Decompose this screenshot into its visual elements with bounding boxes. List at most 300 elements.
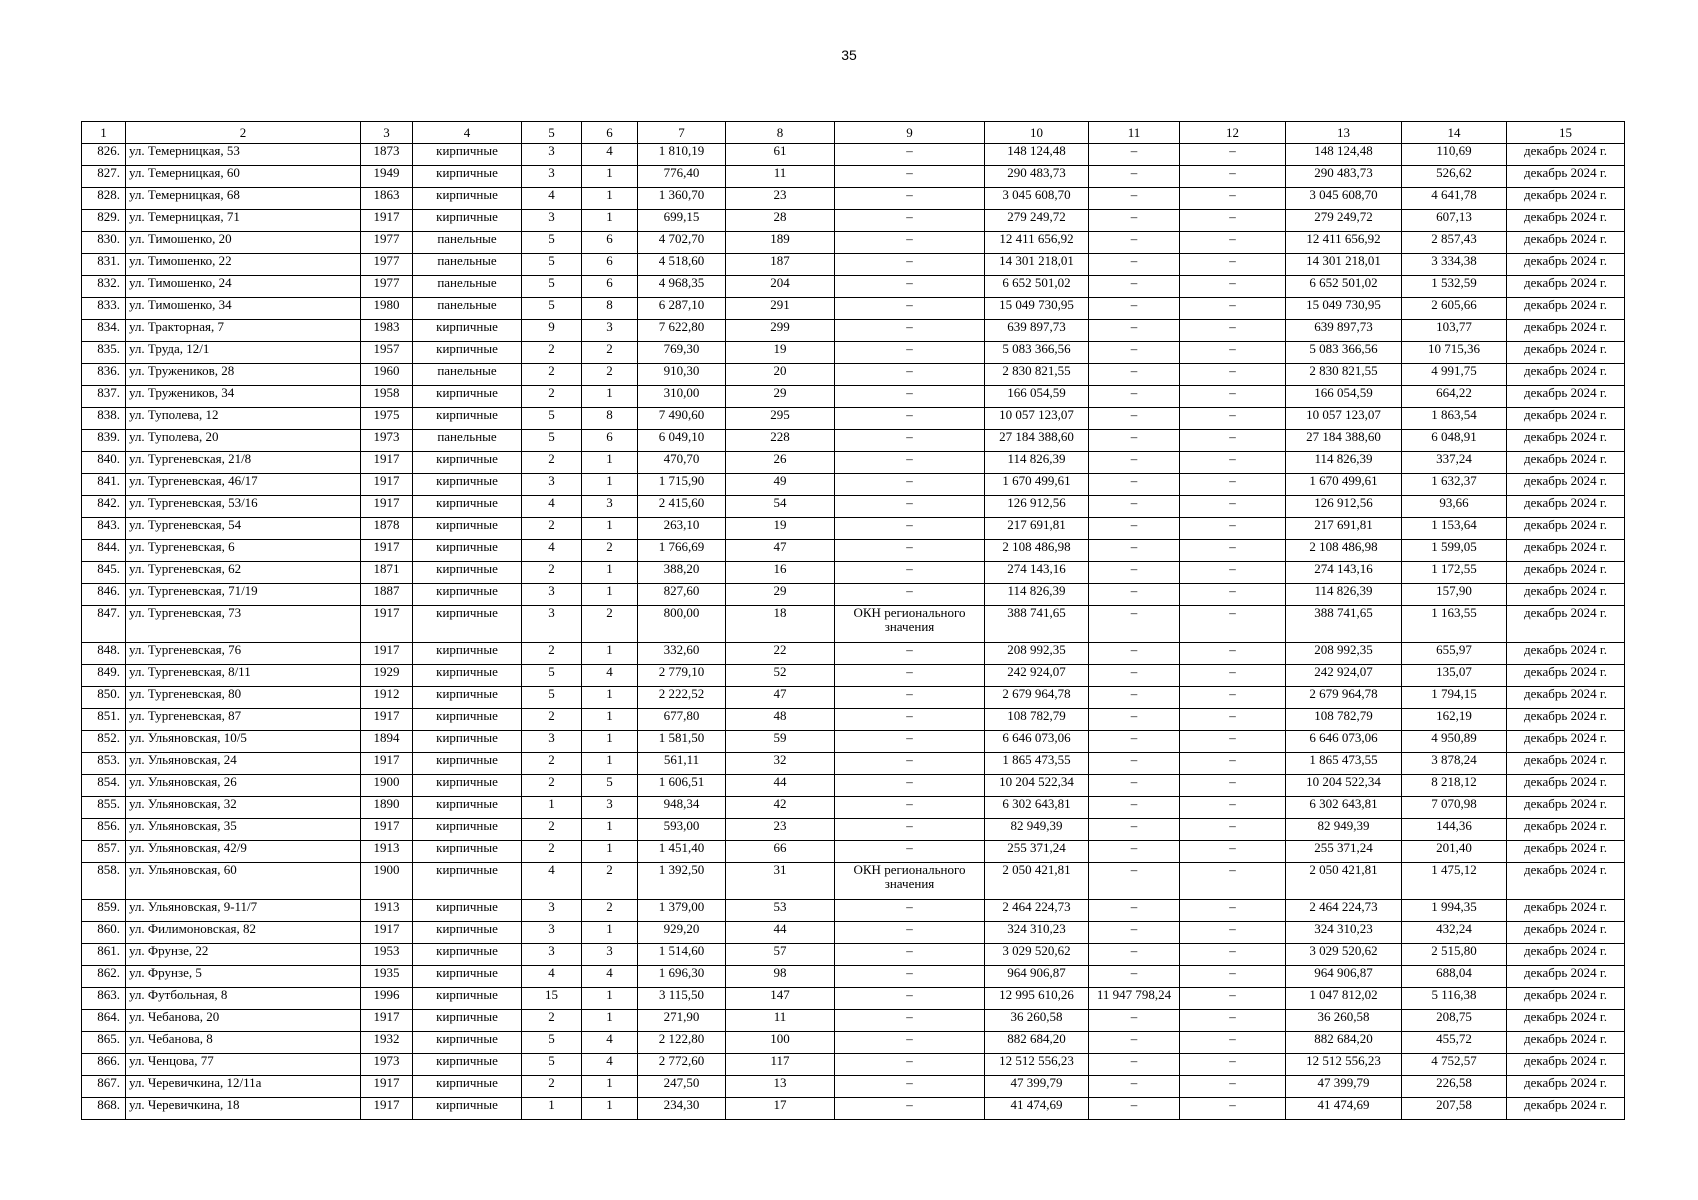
cell-wall-material: кирпичные <box>413 966 522 988</box>
registry-table <box>81 121 1625 1120</box>
cell-floors: 4 <box>522 188 582 210</box>
cell-cost-col-13: 639 897,73 <box>1286 320 1402 342</box>
cell-year: 1900 <box>361 863 413 900</box>
cell-floors: 2 <box>522 841 582 863</box>
cell-cost-total: 47 399,79 <box>985 1076 1089 1098</box>
column-header-8: 8 <box>726 122 835 144</box>
cell-heritage-status: – <box>835 643 985 665</box>
cell-cost-total: 114 826,39 <box>985 584 1089 606</box>
cell-address: ул. Ульяновская, 42/9 <box>126 841 361 863</box>
cell-deadline: декабрь 2024 г. <box>1507 496 1625 518</box>
cell-entrances: 1 <box>582 210 638 232</box>
cell-deadline: декабрь 2024 г. <box>1507 863 1625 900</box>
cell-deadline: декабрь 2024 г. <box>1507 386 1625 408</box>
cell-entrances: 1 <box>582 1010 638 1032</box>
cell-deadline: декабрь 2024 г. <box>1507 298 1625 320</box>
cell-row-number: 863. <box>82 988 126 1010</box>
cell-wall-material: панельные <box>413 430 522 452</box>
cell-year: 1917 <box>361 474 413 496</box>
table-row <box>82 540 1625 562</box>
cell-year: 1953 <box>361 944 413 966</box>
cell-cost-col-13: 274 143,16 <box>1286 562 1402 584</box>
cell-address: ул. Филимоновская, 82 <box>126 922 361 944</box>
cell-row-number: 853. <box>82 753 126 775</box>
cell-cost-per-m2: 1 599,05 <box>1402 540 1507 562</box>
cell-cost-col-12: – <box>1180 687 1286 709</box>
cell-cost-per-m2: 2 605,66 <box>1402 298 1507 320</box>
cell-cost-col-12: – <box>1180 408 1286 430</box>
cell-year: 1929 <box>361 665 413 687</box>
cell-row-number: 868. <box>82 1098 126 1120</box>
cell-cost-col-11: – <box>1089 144 1180 166</box>
cell-entrances: 1 <box>582 1076 638 1098</box>
cell-heritage-status: – <box>835 188 985 210</box>
cell-address: ул. Темерницкая, 68 <box>126 188 361 210</box>
cell-row-number: 852. <box>82 731 126 753</box>
cell-deadline: декабрь 2024 г. <box>1507 709 1625 731</box>
cell-floors: 3 <box>522 474 582 496</box>
cell-cost-per-m2: 337,24 <box>1402 452 1507 474</box>
cell-address: ул. Ульяновская, 60 <box>126 863 361 900</box>
table-row <box>82 966 1625 988</box>
cell-row-number: 851. <box>82 709 126 731</box>
table-row <box>82 1098 1625 1120</box>
cell-heritage-status: – <box>835 922 985 944</box>
cell-area: 1 766,69 <box>638 540 726 562</box>
cell-cost-col-13: 10 204 522,34 <box>1286 775 1402 797</box>
cell-row-number: 831. <box>82 254 126 276</box>
cell-cost-per-m2: 10 715,36 <box>1402 342 1507 364</box>
table-row <box>82 775 1625 797</box>
cell-residents: 23 <box>726 819 835 841</box>
cell-floors: 5 <box>522 276 582 298</box>
cell-floors: 2 <box>522 753 582 775</box>
table-row <box>82 606 1625 643</box>
cell-address: ул. Ульяновская, 10/5 <box>126 731 361 753</box>
cell-deadline: декабрь 2024 г. <box>1507 562 1625 584</box>
cell-deadline: декабрь 2024 г. <box>1507 1010 1625 1032</box>
cell-floors: 2 <box>522 709 582 731</box>
table-row <box>82 988 1625 1010</box>
cell-address: ул. Тружеников, 34 <box>126 386 361 408</box>
cell-address: ул. Туполева, 20 <box>126 430 361 452</box>
cell-cost-total: 2 050 421,81 <box>985 863 1089 900</box>
cell-area: 1 379,00 <box>638 900 726 922</box>
cell-year: 1873 <box>361 144 413 166</box>
cell-cost-col-12: – <box>1180 863 1286 900</box>
cell-row-number: 845. <box>82 562 126 584</box>
cell-address: ул. Ульяновская, 26 <box>126 775 361 797</box>
cell-cost-col-13: 27 184 388,60 <box>1286 430 1402 452</box>
cell-wall-material: кирпичные <box>413 863 522 900</box>
cell-heritage-status: – <box>835 562 985 584</box>
cell-deadline: декабрь 2024 г. <box>1507 540 1625 562</box>
cell-cost-col-13: 36 260,58 <box>1286 1010 1402 1032</box>
cell-area: 234,30 <box>638 1098 726 1120</box>
cell-cost-col-11: – <box>1089 1032 1180 1054</box>
cell-deadline: декабрь 2024 г. <box>1507 166 1625 188</box>
cell-wall-material: кирпичные <box>413 687 522 709</box>
cell-residents: 13 <box>726 1076 835 1098</box>
cell-cost-col-11: – <box>1089 775 1180 797</box>
cell-area: 1 514,60 <box>638 944 726 966</box>
cell-residents: 204 <box>726 276 835 298</box>
cell-cost-total: 6 646 073,06 <box>985 731 1089 753</box>
table-row <box>82 144 1625 166</box>
cell-year: 1912 <box>361 687 413 709</box>
cell-heritage-status: – <box>835 276 985 298</box>
cell-area: 1 810,19 <box>638 144 726 166</box>
cell-wall-material: кирпичные <box>413 408 522 430</box>
cell-row-number: 828. <box>82 188 126 210</box>
cell-floors: 3 <box>522 922 582 944</box>
cell-entrances: 1 <box>582 166 638 188</box>
cell-entrances: 3 <box>582 944 638 966</box>
cell-year: 1863 <box>361 188 413 210</box>
column-header-1: 1 <box>82 122 126 144</box>
cell-year: 1973 <box>361 430 413 452</box>
cell-cost-col-13: 242 924,07 <box>1286 665 1402 687</box>
column-header-14: 14 <box>1402 122 1507 144</box>
cell-cost-per-m2: 4 752,57 <box>1402 1054 1507 1076</box>
cell-floors: 2 <box>522 342 582 364</box>
cell-area: 4 968,35 <box>638 276 726 298</box>
cell-cost-per-m2: 1 632,37 <box>1402 474 1507 496</box>
cell-deadline: декабрь 2024 г. <box>1507 922 1625 944</box>
cell-deadline: декабрь 2024 г. <box>1507 1098 1625 1120</box>
cell-cost-col-12: – <box>1180 1098 1286 1120</box>
cell-cost-col-11: – <box>1089 518 1180 540</box>
cell-entrances: 1 <box>582 643 638 665</box>
cell-area: 929,20 <box>638 922 726 944</box>
cell-cost-col-12: – <box>1180 496 1286 518</box>
cell-residents: 98 <box>726 966 835 988</box>
cell-deadline: декабрь 2024 г. <box>1507 841 1625 863</box>
cell-area: 910,30 <box>638 364 726 386</box>
cell-entrances: 6 <box>582 254 638 276</box>
cell-heritage-status: – <box>835 797 985 819</box>
cell-residents: 54 <box>726 496 835 518</box>
cell-residents: 100 <box>726 1032 835 1054</box>
cell-cost-total: 82 949,39 <box>985 819 1089 841</box>
cell-address: ул. Тружеников, 28 <box>126 364 361 386</box>
cell-deadline: декабрь 2024 г. <box>1507 966 1625 988</box>
cell-cost-total: 208 992,35 <box>985 643 1089 665</box>
table-row <box>82 709 1625 731</box>
cell-floors: 2 <box>522 452 582 474</box>
cell-cost-col-11: – <box>1089 364 1180 386</box>
cell-floors: 2 <box>522 518 582 540</box>
cell-residents: 19 <box>726 342 835 364</box>
cell-row-number: 838. <box>82 408 126 430</box>
cell-cost-col-11: – <box>1089 1054 1180 1076</box>
cell-entrances: 2 <box>582 540 638 562</box>
table-row <box>82 1054 1625 1076</box>
cell-address: ул. Ченцова, 77 <box>126 1054 361 1076</box>
cell-floors: 3 <box>522 606 582 643</box>
table-row <box>82 643 1625 665</box>
cell-cost-col-12: – <box>1180 474 1286 496</box>
table-row <box>82 819 1625 841</box>
cell-wall-material: кирпичные <box>413 584 522 606</box>
cell-heritage-status: – <box>835 210 985 232</box>
cell-area: 948,34 <box>638 797 726 819</box>
cell-area: 1 715,90 <box>638 474 726 496</box>
cell-cost-total: 290 483,73 <box>985 166 1089 188</box>
cell-cost-col-13: 12 411 656,92 <box>1286 232 1402 254</box>
cell-cost-col-13: 114 826,39 <box>1286 452 1402 474</box>
cell-cost-total: 3 029 520,62 <box>985 944 1089 966</box>
cell-year: 1917 <box>361 606 413 643</box>
cell-cost-col-13: 2 050 421,81 <box>1286 863 1402 900</box>
cell-cost-col-11: – <box>1089 922 1180 944</box>
cell-deadline: декабрь 2024 г. <box>1507 944 1625 966</box>
cell-heritage-status: – <box>835 540 985 562</box>
cell-wall-material: кирпичные <box>413 1032 522 1054</box>
cell-deadline: декабрь 2024 г. <box>1507 988 1625 1010</box>
cell-heritage-status: – <box>835 1032 985 1054</box>
cell-cost-col-12: – <box>1180 797 1286 819</box>
cell-residents: 16 <box>726 562 835 584</box>
cell-row-number: 849. <box>82 665 126 687</box>
cell-cost-per-m2: 664,22 <box>1402 386 1507 408</box>
cell-heritage-status: – <box>835 1076 985 1098</box>
cell-cost-col-11: – <box>1089 298 1180 320</box>
cell-address: ул. Футбольная, 8 <box>126 988 361 1010</box>
cell-residents: 42 <box>726 797 835 819</box>
cell-row-number: 846. <box>82 584 126 606</box>
table-row <box>82 753 1625 775</box>
cell-deadline: декабрь 2024 г. <box>1507 753 1625 775</box>
cell-deadline: декабрь 2024 г. <box>1507 232 1625 254</box>
table-row <box>82 166 1625 188</box>
cell-residents: 53 <box>726 900 835 922</box>
cell-cost-total: 14 301 218,01 <box>985 254 1089 276</box>
cell-cost-col-13: 208 992,35 <box>1286 643 1402 665</box>
cell-heritage-status: – <box>835 452 985 474</box>
cell-area: 6 049,10 <box>638 430 726 452</box>
cell-cost-col-12: – <box>1180 709 1286 731</box>
cell-address: ул. Тургеневская, 54 <box>126 518 361 540</box>
cell-area: 2 779,10 <box>638 665 726 687</box>
cell-row-number: 833. <box>82 298 126 320</box>
cell-area: 263,10 <box>638 518 726 540</box>
cell-cost-total: 41 474,69 <box>985 1098 1089 1120</box>
cell-area: 3 115,50 <box>638 988 726 1010</box>
cell-heritage-status: ОКН регионального значения <box>835 606 985 643</box>
cell-wall-material: панельные <box>413 232 522 254</box>
cell-wall-material: кирпичные <box>413 474 522 496</box>
column-header-15: 15 <box>1507 122 1625 144</box>
table-header-row <box>82 122 1625 144</box>
cell-floors: 4 <box>522 863 582 900</box>
cell-residents: 187 <box>726 254 835 276</box>
cell-cost-col-13: 41 474,69 <box>1286 1098 1402 1120</box>
cell-entrances: 1 <box>582 841 638 863</box>
cell-cost-per-m2: 1 475,12 <box>1402 863 1507 900</box>
table-row <box>82 232 1625 254</box>
cell-cost-col-11: – <box>1089 797 1180 819</box>
cell-cost-col-13: 2 679 964,78 <box>1286 687 1402 709</box>
cell-area: 1 360,70 <box>638 188 726 210</box>
cell-wall-material: кирпичные <box>413 841 522 863</box>
cell-floors: 2 <box>522 386 582 408</box>
cell-cost-col-13: 12 512 556,23 <box>1286 1054 1402 1076</box>
cell-cost-total: 126 912,56 <box>985 496 1089 518</box>
cell-wall-material: кирпичные <box>413 731 522 753</box>
cell-heritage-status: – <box>835 408 985 430</box>
cell-deadline: декабрь 2024 г. <box>1507 408 1625 430</box>
cell-year: 1935 <box>361 966 413 988</box>
cell-cost-col-12: – <box>1180 188 1286 210</box>
cell-heritage-status: – <box>835 731 985 753</box>
cell-residents: 147 <box>726 988 835 1010</box>
cell-year: 1977 <box>361 254 413 276</box>
cell-entrances: 1 <box>582 188 638 210</box>
cell-cost-per-m2: 4 950,89 <box>1402 731 1507 753</box>
cell-cost-col-12: – <box>1180 606 1286 643</box>
cell-row-number: 842. <box>82 496 126 518</box>
cell-cost-total: 15 049 730,95 <box>985 298 1089 320</box>
cell-floors: 5 <box>522 430 582 452</box>
cell-entrances: 8 <box>582 298 638 320</box>
cell-floors: 9 <box>522 320 582 342</box>
cell-cost-col-12: – <box>1180 966 1286 988</box>
cell-residents: 117 <box>726 1054 835 1076</box>
cell-wall-material: панельные <box>413 364 522 386</box>
cell-cost-col-13: 10 057 123,07 <box>1286 408 1402 430</box>
cell-heritage-status: – <box>835 386 985 408</box>
cell-wall-material: кирпичные <box>413 1076 522 1098</box>
cell-residents: 47 <box>726 540 835 562</box>
cell-cost-col-11: – <box>1089 1010 1180 1032</box>
cell-cost-col-12: – <box>1180 342 1286 364</box>
cell-residents: 26 <box>726 452 835 474</box>
cell-deadline: декабрь 2024 г. <box>1507 643 1625 665</box>
table-row <box>82 687 1625 709</box>
cell-residents: 52 <box>726 665 835 687</box>
cell-cost-total: 10 204 522,34 <box>985 775 1089 797</box>
cell-residents: 11 <box>726 1010 835 1032</box>
cell-cost-total: 2 679 964,78 <box>985 687 1089 709</box>
cell-cost-col-13: 3 029 520,62 <box>1286 944 1402 966</box>
table-row <box>82 342 1625 364</box>
cell-wall-material: кирпичные <box>413 1054 522 1076</box>
cell-year: 1973 <box>361 1054 413 1076</box>
cell-area: 2 122,80 <box>638 1032 726 1054</box>
cell-residents: 17 <box>726 1098 835 1120</box>
cell-wall-material: кирпичные <box>413 922 522 944</box>
cell-address: ул. Тургеневская, 46/17 <box>126 474 361 496</box>
cell-floors: 5 <box>522 408 582 430</box>
cell-cost-col-12: – <box>1180 753 1286 775</box>
table-row <box>82 841 1625 863</box>
cell-residents: 48 <box>726 709 835 731</box>
column-header-5: 5 <box>522 122 582 144</box>
table-row <box>82 496 1625 518</box>
cell-residents: 66 <box>726 841 835 863</box>
cell-deadline: декабрь 2024 г. <box>1507 320 1625 342</box>
cell-cost-col-11: – <box>1089 562 1180 584</box>
cell-heritage-status: – <box>835 320 985 342</box>
cell-cost-per-m2: 110,69 <box>1402 144 1507 166</box>
cell-residents: 22 <box>726 643 835 665</box>
cell-cost-per-m2: 201,40 <box>1402 841 1507 863</box>
cell-heritage-status: – <box>835 966 985 988</box>
cell-cost-total: 166 054,59 <box>985 386 1089 408</box>
cell-deadline: декабрь 2024 г. <box>1507 797 1625 819</box>
cell-heritage-status: – <box>835 518 985 540</box>
cell-heritage-status: – <box>835 665 985 687</box>
cell-address: ул. Тракторная, 7 <box>126 320 361 342</box>
cell-year: 1932 <box>361 1032 413 1054</box>
cell-year: 1890 <box>361 797 413 819</box>
cell-cost-col-12: – <box>1180 1032 1286 1054</box>
cell-deadline: декабрь 2024 г. <box>1507 364 1625 386</box>
cell-cost-col-12: – <box>1180 276 1286 298</box>
cell-cost-col-13: 388 741,65 <box>1286 606 1402 643</box>
table-row <box>82 797 1625 819</box>
cell-entrances: 1 <box>582 731 638 753</box>
cell-heritage-status: – <box>835 819 985 841</box>
cell-deadline: декабрь 2024 г. <box>1507 144 1625 166</box>
cell-cost-col-11: – <box>1089 944 1180 966</box>
cell-row-number: 861. <box>82 944 126 966</box>
cell-cost-col-12: – <box>1180 841 1286 863</box>
cell-cost-per-m2: 103,77 <box>1402 320 1507 342</box>
cell-row-number: 830. <box>82 232 126 254</box>
cell-floors: 2 <box>522 643 582 665</box>
cell-cost-col-13: 6 646 073,06 <box>1286 731 1402 753</box>
cell-area: 6 287,10 <box>638 298 726 320</box>
cell-deadline: декабрь 2024 г. <box>1507 606 1625 643</box>
cell-area: 388,20 <box>638 562 726 584</box>
cell-cost-col-13: 1 670 499,61 <box>1286 474 1402 496</box>
cell-row-number: 857. <box>82 841 126 863</box>
cell-row-number: 847. <box>82 606 126 643</box>
cell-entrances: 1 <box>582 753 638 775</box>
cell-year: 1887 <box>361 584 413 606</box>
cell-cost-col-13: 2 108 486,98 <box>1286 540 1402 562</box>
cell-row-number: 858. <box>82 863 126 900</box>
cell-year: 1917 <box>361 709 413 731</box>
cell-entrances: 1 <box>582 1098 638 1120</box>
cell-deadline: декабрь 2024 г. <box>1507 430 1625 452</box>
cell-cost-col-11: – <box>1089 254 1180 276</box>
cell-residents: 29 <box>726 386 835 408</box>
cell-cost-total: 5 083 366,56 <box>985 342 1089 364</box>
cell-cost-col-12: – <box>1180 922 1286 944</box>
cell-heritage-status: – <box>835 841 985 863</box>
cell-address: ул. Тимошенко, 22 <box>126 254 361 276</box>
cell-cost-total: 36 260,58 <box>985 1010 1089 1032</box>
cell-wall-material: кирпичные <box>413 386 522 408</box>
cell-wall-material: кирпичные <box>413 900 522 922</box>
cell-row-number: 836. <box>82 364 126 386</box>
cell-entrances: 1 <box>582 687 638 709</box>
column-header-4: 4 <box>413 122 522 144</box>
cell-year: 1917 <box>361 922 413 944</box>
cell-floors: 2 <box>522 364 582 386</box>
cell-wall-material: кирпичные <box>413 606 522 643</box>
table-row <box>82 731 1625 753</box>
cell-floors: 1 <box>522 1098 582 1120</box>
cell-address: ул. Тургеневская, 21/8 <box>126 452 361 474</box>
cell-cost-per-m2: 7 070,98 <box>1402 797 1507 819</box>
cell-area: 332,60 <box>638 643 726 665</box>
cell-cost-col-12: – <box>1180 1010 1286 1032</box>
cell-deadline: декабрь 2024 г. <box>1507 1054 1625 1076</box>
